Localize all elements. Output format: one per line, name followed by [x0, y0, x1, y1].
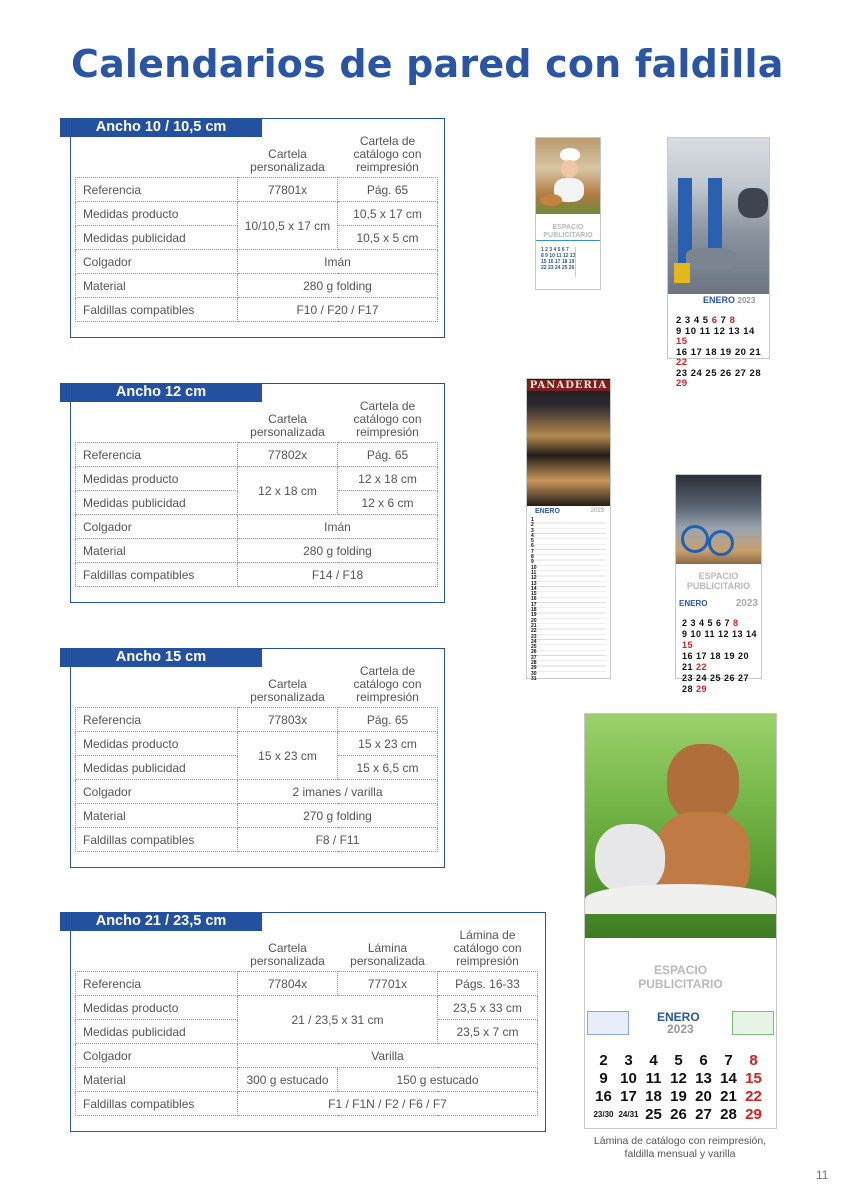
calendar-day: 6	[699, 1051, 708, 1069]
row-label: Material	[76, 804, 238, 828]
col-header-catalogo: Cartela de catálogo con reimpresión	[353, 399, 422, 439]
cell: 10,5 x 5 cm	[338, 226, 438, 250]
cell: Varilla	[238, 1044, 538, 1068]
day-list	[531, 518, 606, 674]
year-label: 2023	[667, 1022, 694, 1036]
calendar-day: 2	[599, 1051, 608, 1069]
section-ancho-15	[60, 648, 446, 868]
calendar-day: 22	[745, 1087, 762, 1105]
row-label: Faldillas compatibles	[76, 298, 238, 322]
cell: 10/10,5 x 17 cm	[238, 202, 338, 250]
row-label: Referencia	[76, 708, 238, 732]
calendar-day: 26	[670, 1105, 687, 1123]
cell: 12 x 6 cm	[338, 491, 438, 515]
calendar-day: 24/31	[618, 1109, 639, 1119]
calendar-grid-bicycle: ENERO 2023 2 3 4 5 6 7 8 9 10 11 12 13 14 15 16 17 18 19 20 21 22 23 24 25 26 27 28 29	[676, 598, 761, 678]
cell: F8 / F11	[238, 828, 438, 852]
year-label: 2023	[735, 598, 758, 609]
espacio-label: ESPACIO	[552, 224, 584, 231]
calendar-list-panaderia: ENERO 2023 1 2 3 4 5 6 7 8 9 10 11 12 13 14 15 16 17 18 19 20 21 22 23 24 25 26 27 28 29 30 31	[527, 506, 610, 678]
cell: 23,5 x 33 cm	[438, 996, 538, 1020]
calendar-grid-large	[585, 1009, 776, 1128]
col-header-catalogo: Cartela de catálogo con reimpresión	[353, 664, 422, 704]
cell: 23,5 x 7 cm	[438, 1020, 538, 1044]
calendar-day: 13	[695, 1069, 712, 1087]
cell: Pág. 65	[338, 708, 438, 732]
cell: 77801x	[238, 178, 338, 202]
calendar-image-garage	[667, 137, 770, 389]
calendar-image-baby	[535, 137, 601, 290]
cell: F14 / F18	[238, 563, 438, 587]
cell: 12 x 18 cm	[238, 467, 338, 515]
year-label: 2023	[737, 296, 756, 305]
calendar-week-row	[591, 1087, 772, 1105]
image-caption	[584, 1135, 776, 1161]
row-label: Material	[76, 274, 238, 298]
calendar-day: 25	[645, 1105, 662, 1123]
calendar-day: 20	[695, 1087, 712, 1105]
spec-table	[75, 135, 438, 322]
calendar-week-row	[591, 1069, 772, 1087]
cell: 77802x	[238, 443, 338, 467]
calendar-day: 28	[720, 1105, 737, 1123]
calendar-day: 5	[674, 1051, 683, 1069]
calendar-day: 17	[620, 1087, 637, 1105]
section-ancho-12	[60, 383, 446, 603]
calendar-day: 29	[745, 1105, 762, 1123]
calendar-day: 27	[695, 1105, 712, 1123]
calendar-day: 12	[670, 1069, 687, 1087]
section-ancho-10	[60, 118, 446, 338]
row-label: Faldillas compatibles	[76, 1092, 238, 1116]
calendar-image-panaderia	[526, 378, 611, 682]
row-label: Medidas publicidad	[76, 756, 238, 780]
row-label: Medidas producto	[76, 202, 238, 226]
calendar-grid-garage: ENERO 2023 2 3 4 5 6 7 8 9 10 11 12 13 14 15 16 17 18 19 20 21 22 23 24 25 26 27 28 29	[668, 294, 769, 358]
year-label: 2023	[590, 508, 604, 514]
row-label: Material	[76, 1068, 238, 1092]
cell: 15 x 23 cm	[338, 732, 438, 756]
col-header-catalogo: Cartela de catálogo con reimpresión	[353, 134, 422, 174]
espacio-label: ESPACIO	[698, 571, 739, 581]
row-label: Referencia	[76, 443, 238, 467]
caption-line-2: faldilla mensual y varilla	[624, 1148, 736, 1160]
photo-dog-cat	[585, 714, 776, 938]
page-number: 11	[816, 1168, 829, 1182]
section-tab: Ancho 10 / 10,5 cm	[60, 118, 262, 137]
cell: Imán	[238, 250, 438, 274]
row-label: Colgador	[76, 515, 238, 539]
calendar-day: 14	[720, 1069, 737, 1087]
cell: Imán	[238, 515, 438, 539]
calendar-day: 11	[645, 1069, 662, 1087]
row-label: Faldillas compatibles	[76, 563, 238, 587]
row-label: Medidas publicidad	[76, 226, 238, 250]
row-label: Colgador	[76, 250, 238, 274]
month-label: ENERO	[703, 295, 736, 305]
section-tab: Ancho 21 / 23,5 cm	[60, 912, 262, 931]
spec-table	[75, 929, 538, 1116]
cell: 15 x 23 cm	[238, 732, 338, 780]
cell: 150 g estucado	[338, 1068, 538, 1092]
cell: 15 x 6,5 cm	[338, 756, 438, 780]
month-label: ENERO	[657, 1010, 700, 1024]
calendar-day: 3	[624, 1051, 633, 1069]
col-header-cartela: Cartela personalizada	[250, 941, 325, 968]
cell: 300 g estucado	[238, 1068, 338, 1092]
row-label: Material	[76, 539, 238, 563]
month-label: ENERO	[535, 508, 560, 515]
cell: 12 x 18 cm	[338, 467, 438, 491]
row-label: Referencia	[76, 972, 238, 996]
calendar-week-row	[591, 1105, 772, 1123]
cell: 2 imanes / varilla	[238, 780, 438, 804]
page-title: Calendarios de pared con faldilla	[71, 42, 784, 86]
calendar-day: 10	[620, 1069, 637, 1087]
photo-baby-chef	[536, 138, 600, 214]
calendar-day: 23/30	[593, 1109, 614, 1119]
row-label: Colgador	[76, 1044, 238, 1068]
calendar-image-dog-cat	[584, 713, 777, 1129]
spec-table	[75, 400, 438, 587]
big-calendar-days	[591, 1051, 772, 1123]
calendar-day: 4	[649, 1051, 658, 1069]
photo-bike-shop	[676, 475, 761, 564]
calendar-grid-small: 1 2 3 4 5 6 7 8 9 10 11 12 13 15 16 17 18 19 22 23 24 25 26	[536, 240, 600, 289]
cell: 270 g folding	[238, 804, 438, 828]
section-tab: Ancho 15 cm	[60, 648, 262, 667]
col-header-cartela: Cartela personalizada	[250, 412, 325, 439]
calendar-day: 7	[724, 1051, 733, 1069]
cell: 77804x	[238, 972, 338, 996]
row-label: Medidas publicidad	[76, 1020, 238, 1044]
calendar-day: 16	[595, 1087, 612, 1105]
spec-table	[75, 665, 438, 852]
cell: F1 / F1N / F2 / F6 / F7	[238, 1092, 538, 1116]
calendar-week-row	[591, 1051, 772, 1069]
calendar-day: 8	[749, 1051, 758, 1069]
cell: Pág. 65	[338, 443, 438, 467]
calendar-day: 9	[599, 1069, 608, 1087]
month-label: ENERO	[679, 599, 708, 608]
col-header-lamina-cat: Lámina de catálogo con reimpresión	[453, 928, 522, 968]
calendar-image-bicycle	[675, 474, 762, 694]
cell: Págs. 16-33	[438, 972, 538, 996]
cell: 280 g folding	[238, 539, 438, 563]
section-tab: Ancho 12 cm	[60, 383, 262, 402]
publicitario-label: PUBLICITARIO	[638, 976, 723, 991]
row-label: Medidas producto	[76, 467, 238, 491]
col-header-cartela: Cartela personalizada	[250, 677, 325, 704]
cell: 21 / 23,5 x 31 cm	[238, 996, 438, 1044]
cell: Pág. 65	[338, 178, 438, 202]
cell: 77803x	[238, 708, 338, 732]
cell: F10 / F20 / F17	[238, 298, 438, 322]
row-label: Medidas publicidad	[76, 491, 238, 515]
row-label: Faldillas compatibles	[76, 828, 238, 852]
calendar-day: 19	[670, 1087, 687, 1105]
calendar-day: 21	[720, 1087, 737, 1105]
panaderia-sign: PANADERIA	[527, 380, 610, 391]
section-ancho-21	[60, 912, 547, 1132]
calendar-day: 18	[645, 1087, 662, 1105]
cell: 10,5 x 17 cm	[338, 202, 438, 226]
publicitario-label: PUBLICITARIO	[543, 232, 593, 240]
espacio-label: ESPACIO	[653, 963, 708, 977]
col-header-cartela: Cartela personalizada	[250, 147, 325, 174]
cell: 77701x	[338, 972, 438, 996]
col-header-lamina-pers: Lámina personalizada	[350, 941, 425, 968]
caption-line-1: Lámina de catálogo con reimpresión,	[593, 1135, 767, 1147]
row-label: Medidas producto	[76, 732, 238, 756]
cell: 280 g folding	[238, 274, 438, 298]
row-label: Medidas producto	[76, 996, 238, 1020]
row-label: Colgador	[76, 780, 238, 804]
publicitario-label: PUBLICITARIO	[686, 581, 751, 592]
row-label: Referencia	[76, 178, 238, 202]
photo-bakery	[527, 379, 610, 506]
photo-garage	[668, 138, 769, 295]
calendar-day: 15	[745, 1069, 762, 1087]
